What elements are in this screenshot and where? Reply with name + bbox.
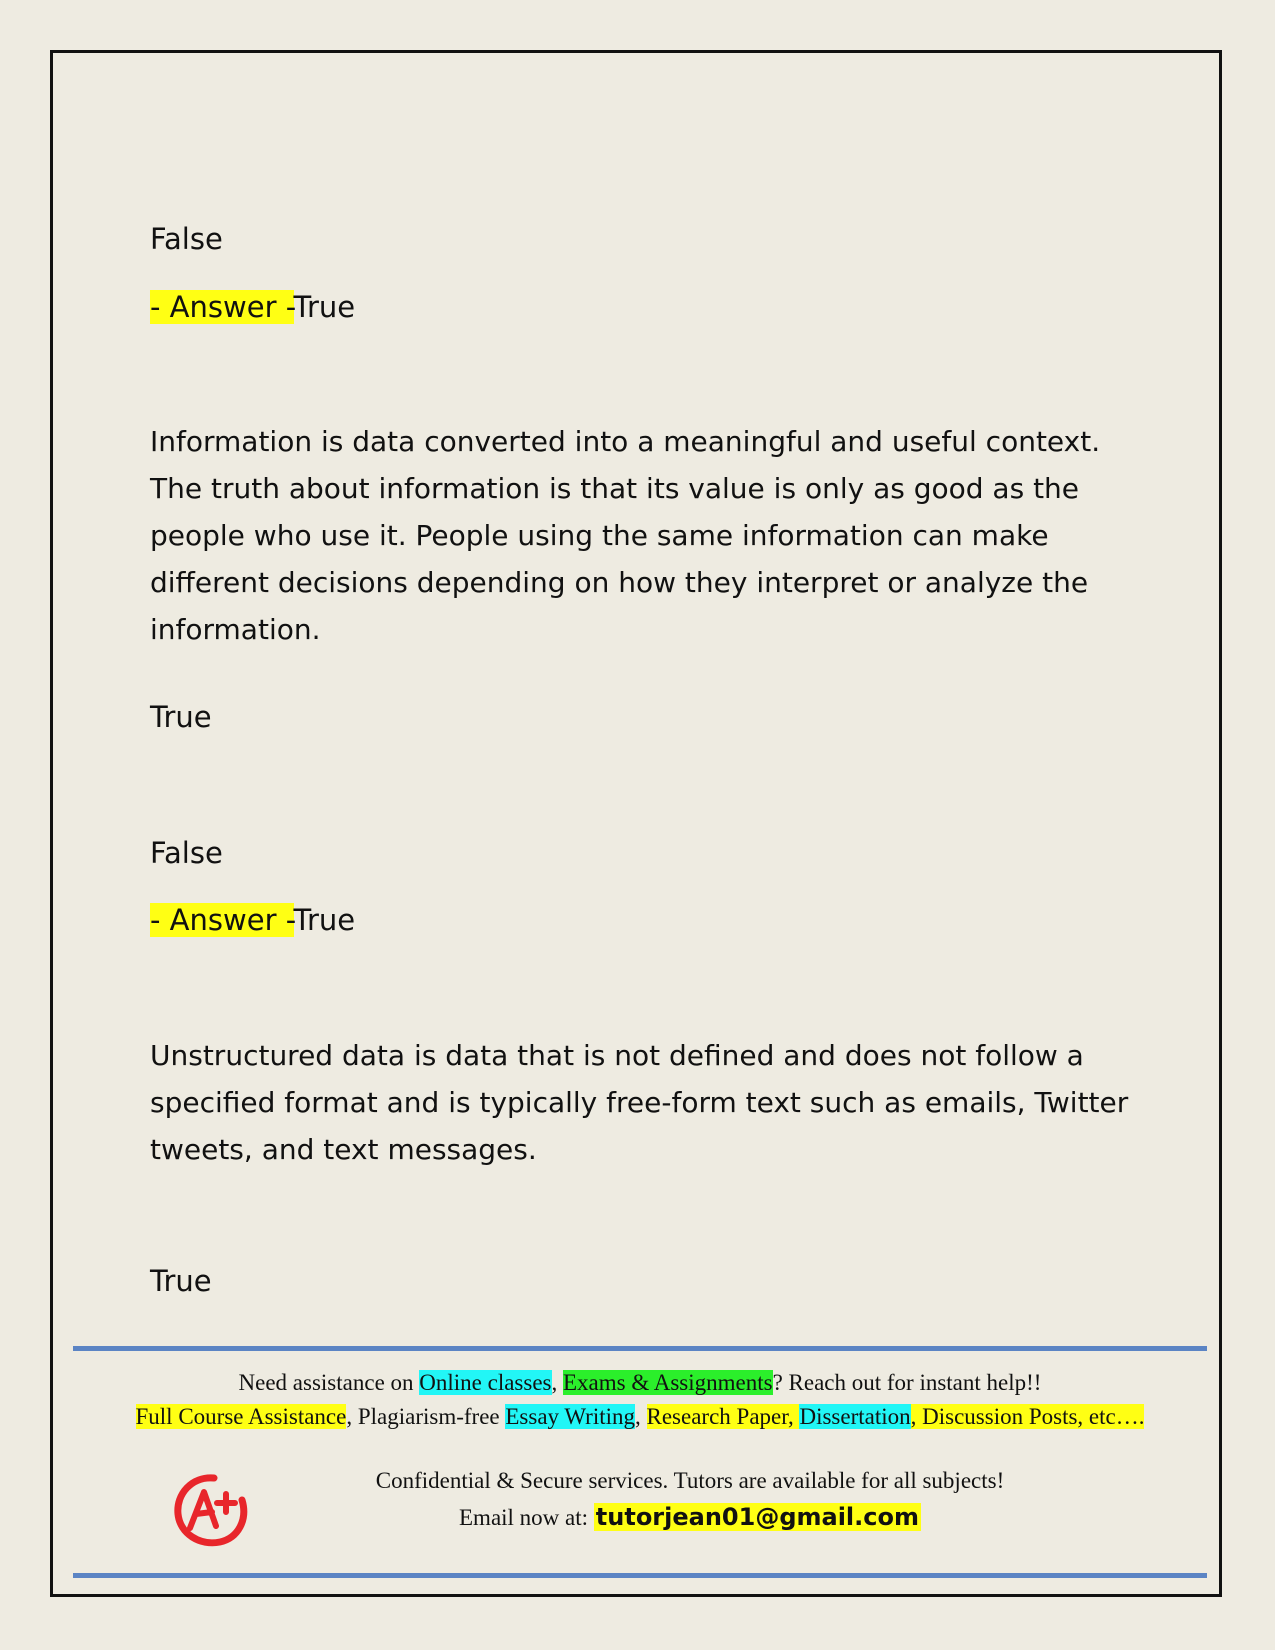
page-border: [50, 50, 1222, 1597]
footer-line-1: [73, 1370, 1207, 1396]
highlight-essay-writing: Essay Writing: [505, 1404, 635, 1429]
highlight-exams-assignments: Exams & Assignments: [563, 1370, 773, 1395]
option-text: False: [150, 222, 223, 256]
highlight-online-classes: Online classes: [419, 1370, 552, 1395]
answer-prefix: - Answer -: [150, 903, 294, 937]
email-address[interactable]: tutorjean01@gmail.com: [595, 1503, 919, 1531]
footer-text: , Plagiarism-free: [346, 1404, 506, 1429]
option-text: True: [150, 1264, 212, 1298]
option-text: True: [150, 700, 212, 734]
footer-top-rule: [73, 1346, 1207, 1351]
answer-value: True: [293, 903, 356, 937]
footer-line-4: [260, 1503, 1120, 1531]
footer-text: ? Reach out for instant help!!: [772, 1370, 1042, 1395]
footer-text: ,: [551, 1370, 563, 1395]
footer-text: ,: [635, 1404, 647, 1429]
email-label: Email now at:: [459, 1505, 594, 1530]
footer-bottom-rule: [73, 1573, 1207, 1578]
footer-line-3: Confidential & Secure services. Tutors are available for all subjects!: [375, 1468, 1005, 1493]
a-plus-grade-icon: [170, 1470, 250, 1550]
highlight-discussion-posts: , Discussion Posts, etc….: [910, 1404, 1145, 1429]
answer-value: True: [293, 290, 356, 324]
explanation-paragraph: Information is data converted into a meaningful and useful context. The truth about information is that its value is only as good as the people who use it. People using the same information can make different decisions depending on how they interpret or analyze the information.: [150, 425, 1101, 646]
highlight-dissertation: Dissertation: [799, 1404, 911, 1429]
option-text: False: [150, 836, 223, 870]
answer-line: [150, 290, 355, 324]
highlight-full-course: Full Course Assistance: [135, 1404, 347, 1429]
answer-prefix: - Answer -: [150, 290, 294, 324]
answer-line: [150, 903, 355, 937]
footer-line-2: [73, 1404, 1207, 1430]
footer-text: Need assistance on: [238, 1370, 420, 1395]
highlight-research-paper: Research Paper,: [646, 1404, 800, 1429]
explanation-paragraph: Unstructured data is data that is not defined and does not follow a specified format and is typically free-form text such as emails, Twitter tweets, and text messages.: [150, 1039, 1129, 1166]
